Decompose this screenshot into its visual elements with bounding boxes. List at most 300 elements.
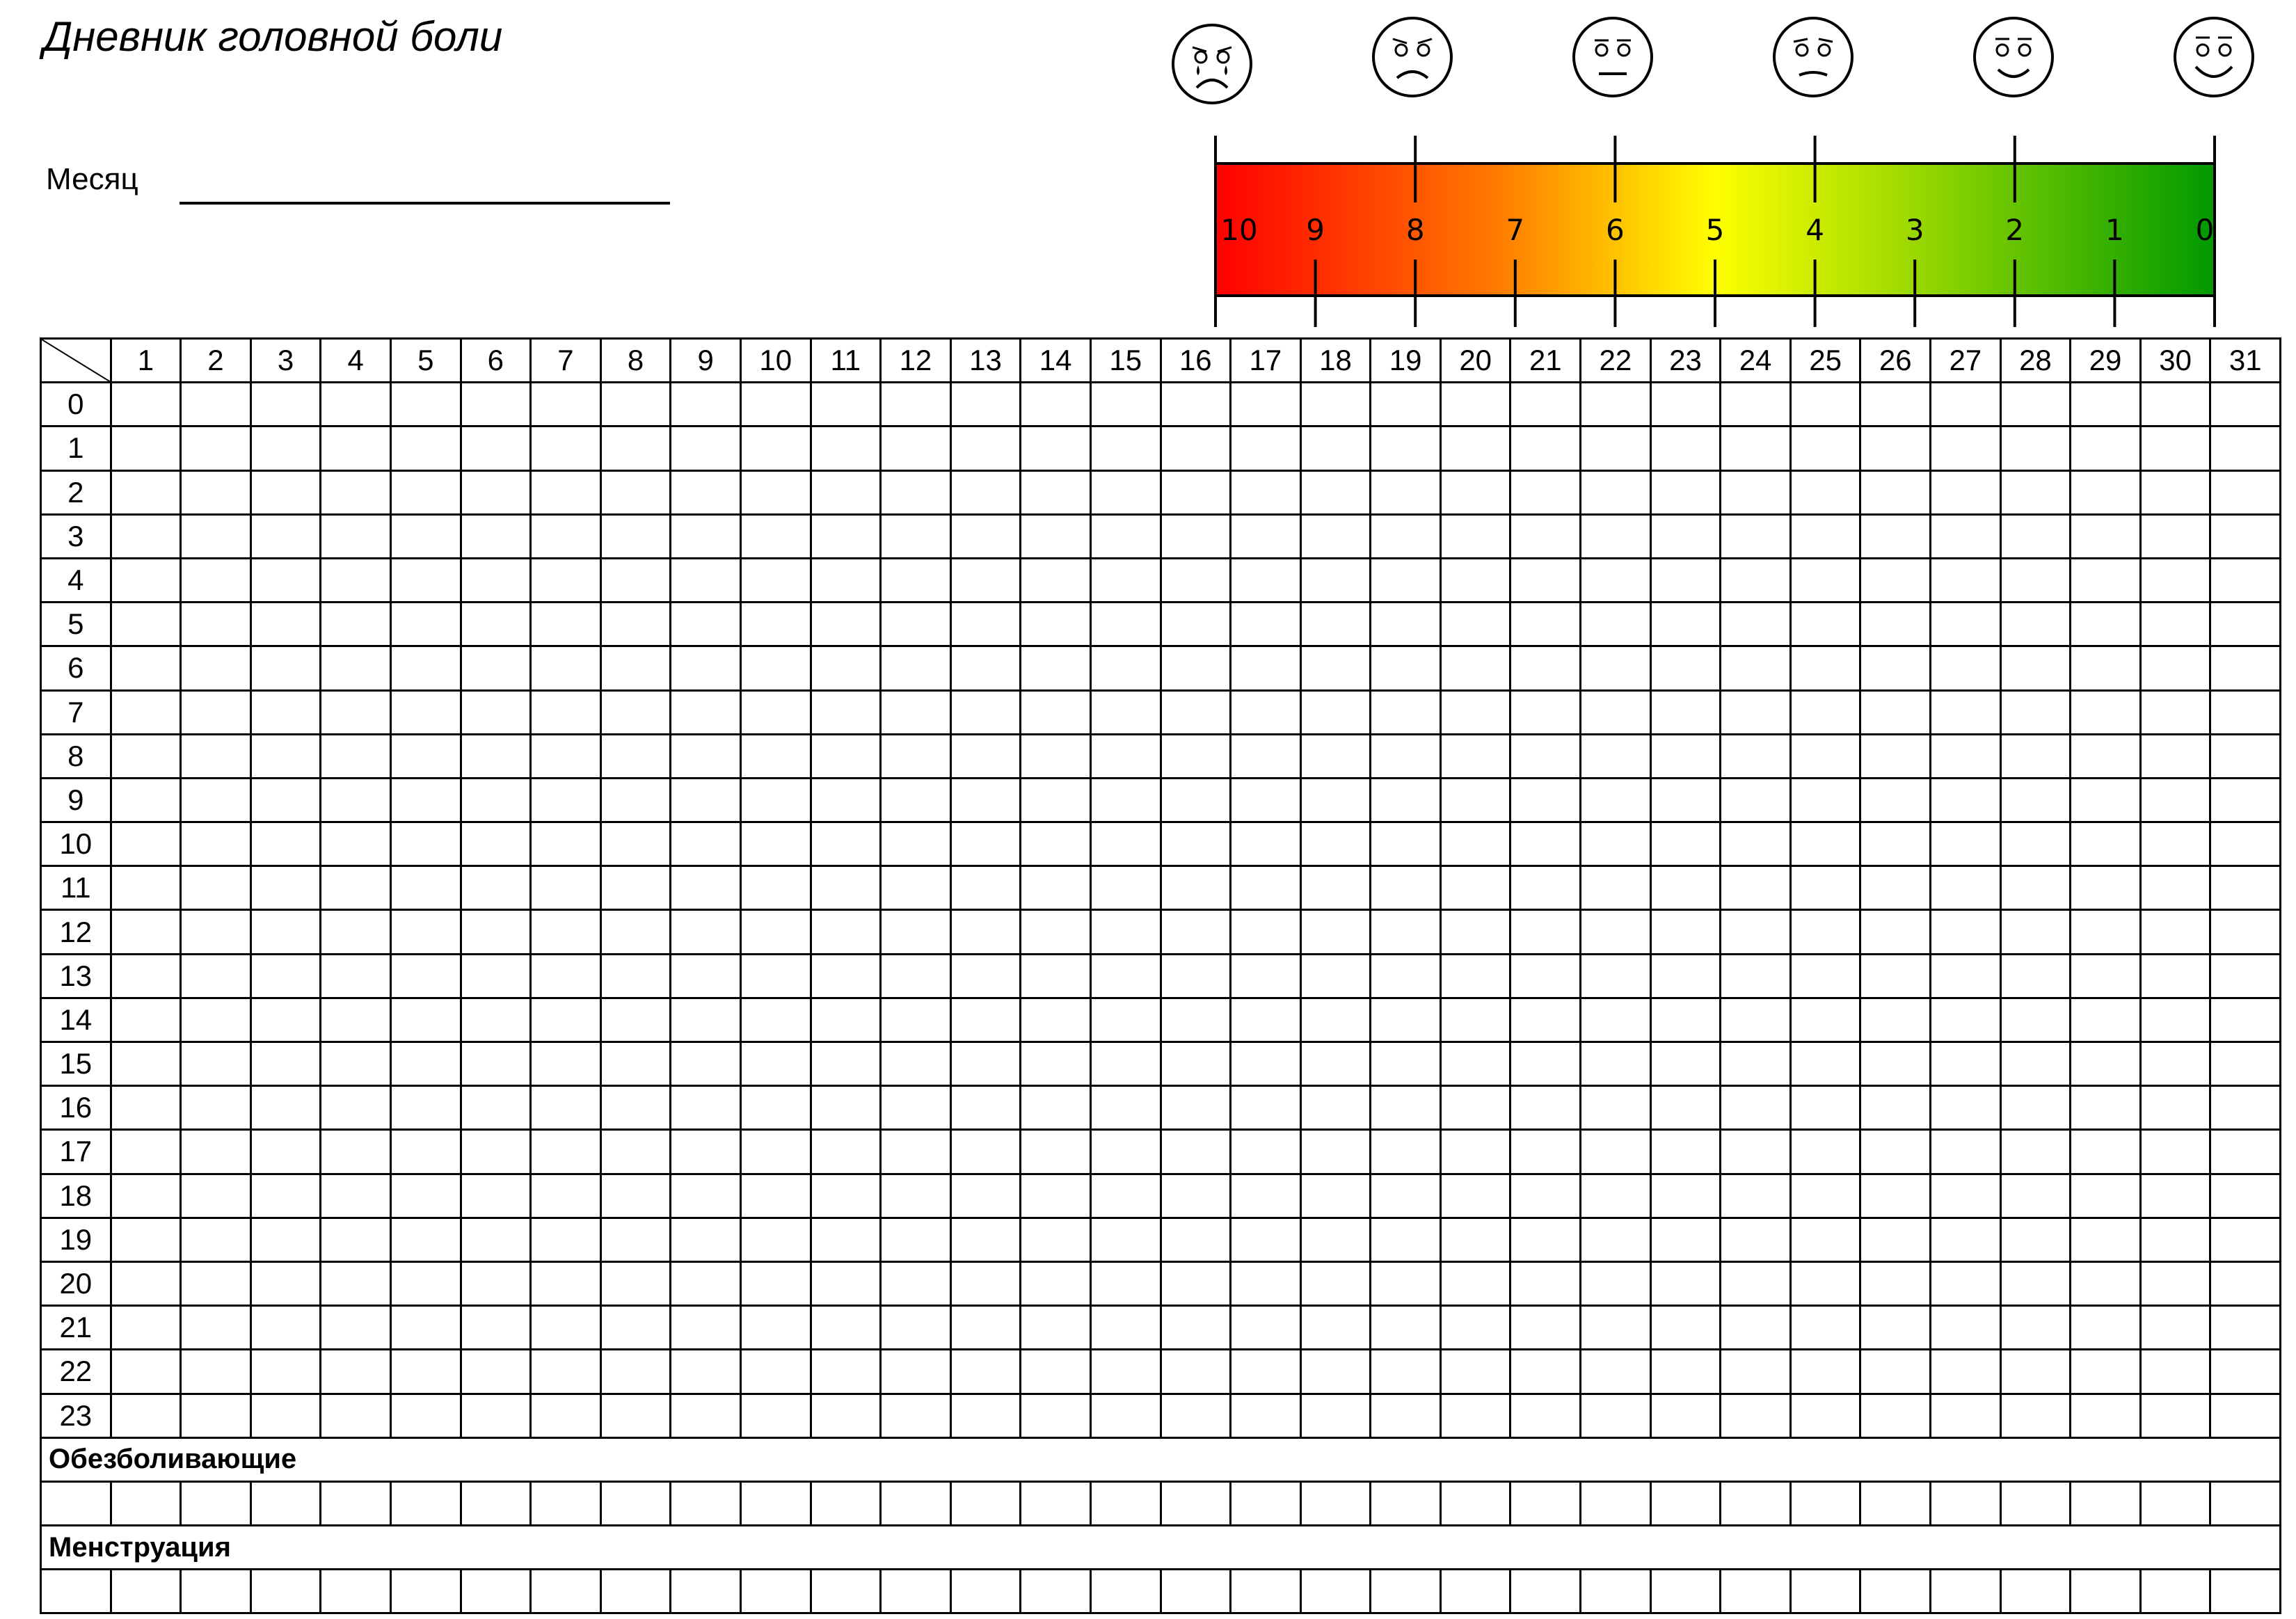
entry-cell[interactable] — [600, 998, 671, 1042]
entry-cell[interactable] — [390, 426, 461, 470]
entry-cell[interactable] — [881, 1218, 951, 1261]
entry-cell[interactable] — [461, 1350, 531, 1394]
entry-cell[interactable] — [1440, 1218, 1510, 1261]
entry-cell[interactable] — [1721, 646, 1791, 690]
entry-cell[interactable] — [1931, 1042, 2001, 1086]
entry-cell[interactable] — [1371, 734, 1441, 778]
entry-cell[interactable] — [1931, 514, 2001, 558]
entry-cell[interactable] — [111, 1218, 181, 1261]
entry-cell[interactable] — [1300, 910, 1371, 954]
entry-cell[interactable] — [2071, 1086, 2141, 1130]
entry-cell[interactable] — [881, 558, 951, 602]
entry-cell[interactable] — [600, 1570, 671, 1613]
entry-cell[interactable] — [1790, 1481, 1860, 1525]
entry-cell[interactable] — [1931, 1130, 2001, 1174]
entry-cell[interactable] — [1371, 646, 1441, 690]
entry-cell[interactable] — [1860, 1261, 1931, 1305]
entry-cell[interactable] — [950, 1218, 1021, 1261]
entry-cell[interactable] — [1581, 1086, 1651, 1130]
entry-cell[interactable] — [1440, 1570, 1510, 1613]
entry-cell[interactable] — [1090, 1218, 1161, 1261]
entry-cell[interactable] — [1790, 954, 1860, 998]
entry-cell[interactable] — [1231, 603, 1301, 646]
entry-cell[interactable] — [111, 1350, 181, 1394]
entry-cell[interactable] — [811, 514, 881, 558]
entry-cell[interactable] — [321, 1481, 391, 1525]
entry-cell[interactable] — [1581, 822, 1651, 866]
entry-cell[interactable] — [950, 690, 1021, 734]
entry-cell[interactable] — [1021, 1218, 1091, 1261]
entry-cell[interactable] — [671, 514, 741, 558]
entry-cell[interactable] — [881, 1261, 951, 1305]
entry-cell[interactable] — [390, 1130, 461, 1174]
entry-cell[interactable] — [1440, 690, 1510, 734]
entry-cell[interactable] — [461, 426, 531, 470]
entry-cell[interactable] — [950, 822, 1021, 866]
entry-cell[interactable] — [1300, 426, 1371, 470]
entry-cell[interactable] — [1440, 1394, 1510, 1437]
entry-cell[interactable] — [1931, 1218, 2001, 1261]
entry-cell[interactable] — [250, 1350, 321, 1394]
entry-cell[interactable] — [250, 866, 321, 910]
entry-cell[interactable] — [2000, 383, 2071, 426]
entry-cell[interactable] — [531, 690, 601, 734]
entry-cell[interactable] — [811, 383, 881, 426]
entry-cell[interactable] — [1371, 1174, 1441, 1218]
entry-cell[interactable] — [1931, 1086, 2001, 1130]
entry-cell[interactable] — [1021, 646, 1091, 690]
entry-cell[interactable] — [390, 866, 461, 910]
entry-cell[interactable] — [881, 910, 951, 954]
entry-cell[interactable] — [881, 646, 951, 690]
entry-cell[interactable] — [1440, 910, 1510, 954]
entry-cell[interactable] — [531, 866, 601, 910]
entry-cell[interactable] — [1371, 1086, 1441, 1130]
entry-cell[interactable] — [671, 690, 741, 734]
entry-cell[interactable] — [950, 1350, 1021, 1394]
entry-cell[interactable] — [1021, 998, 1091, 1042]
entry-cell[interactable] — [1790, 514, 1860, 558]
entry-cell[interactable] — [2210, 954, 2281, 998]
entry-cell[interactable] — [390, 1086, 461, 1130]
entry-cell[interactable] — [600, 470, 671, 514]
entry-cell[interactable] — [2000, 1306, 2071, 1350]
entry-cell[interactable] — [1860, 910, 1931, 954]
entry-cell[interactable] — [671, 1570, 741, 1613]
entry-cell[interactable] — [531, 558, 601, 602]
entry-cell[interactable] — [1581, 470, 1651, 514]
entry-cell[interactable] — [2071, 426, 2141, 470]
entry-cell[interactable] — [811, 998, 881, 1042]
entry-cell[interactable] — [1721, 514, 1791, 558]
entry-cell[interactable] — [1931, 822, 2001, 866]
entry-cell[interactable] — [671, 426, 741, 470]
entry-cell[interactable] — [2071, 1306, 2141, 1350]
entry-cell[interactable] — [1650, 1218, 1721, 1261]
entry-cell[interactable] — [531, 1306, 601, 1350]
entry-cell[interactable] — [1300, 558, 1371, 602]
entry-cell[interactable] — [250, 1130, 321, 1174]
entry-cell[interactable] — [2071, 1481, 2141, 1525]
entry-cell[interactable] — [181, 426, 251, 470]
entry-cell[interactable] — [1721, 470, 1791, 514]
entry-cell[interactable] — [111, 954, 181, 998]
entry-cell[interactable] — [1860, 426, 1931, 470]
entry-cell[interactable] — [2210, 470, 2281, 514]
entry-cell[interactable] — [881, 1042, 951, 1086]
entry-cell[interactable] — [1090, 1570, 1161, 1613]
entry-cell[interactable] — [250, 778, 321, 822]
entry-cell[interactable] — [250, 603, 321, 646]
entry-cell[interactable] — [2140, 954, 2210, 998]
month-input-line[interactable] — [180, 202, 670, 205]
entry-cell[interactable] — [1931, 646, 2001, 690]
entry-cell[interactable] — [181, 1350, 251, 1394]
entry-cell[interactable] — [671, 998, 741, 1042]
entry-cell[interactable] — [461, 866, 531, 910]
entry-cell[interactable] — [1581, 734, 1651, 778]
entry-cell[interactable] — [1510, 910, 1581, 954]
entry-cell[interactable] — [531, 514, 601, 558]
entry-cell[interactable] — [250, 646, 321, 690]
entry-cell[interactable] — [1161, 866, 1231, 910]
entry-cell[interactable] — [1440, 734, 1510, 778]
entry-cell[interactable] — [2000, 910, 2071, 954]
entry-cell[interactable] — [600, 1174, 671, 1218]
entry-cell[interactable] — [1440, 1306, 1510, 1350]
entry-cell[interactable] — [881, 1350, 951, 1394]
entry-cell[interactable] — [390, 603, 461, 646]
entry-cell[interactable] — [250, 1394, 321, 1437]
entry-cell[interactable] — [2140, 1174, 2210, 1218]
entry-cell[interactable] — [600, 1261, 671, 1305]
entry-cell[interactable] — [2000, 1261, 2071, 1305]
entry-cell[interactable] — [2000, 1174, 2071, 1218]
entry-cell[interactable] — [531, 822, 601, 866]
entry-cell[interactable] — [1860, 1042, 1931, 1086]
entry-cell[interactable] — [1300, 646, 1371, 690]
entry-cell[interactable] — [111, 646, 181, 690]
entry-cell[interactable] — [2000, 690, 2071, 734]
entry-cell[interactable] — [321, 1218, 391, 1261]
entry-cell[interactable] — [881, 603, 951, 646]
entry-cell[interactable] — [1371, 910, 1441, 954]
entry-cell[interactable] — [1650, 646, 1721, 690]
entry-cell[interactable] — [2071, 1218, 2141, 1261]
entry-cell[interactable] — [1931, 690, 2001, 734]
entry-cell[interactable] — [1581, 1174, 1651, 1218]
entry-cell[interactable] — [1231, 1394, 1301, 1437]
entry-cell[interactable] — [2000, 603, 2071, 646]
entry-cell[interactable] — [1161, 1218, 1231, 1261]
entry-cell[interactable] — [2140, 1481, 2210, 1525]
entry-cell[interactable] — [461, 1481, 531, 1525]
entry-cell[interactable] — [111, 998, 181, 1042]
entry-cell[interactable] — [1581, 1261, 1651, 1305]
entry-cell[interactable] — [2210, 998, 2281, 1042]
entry-cell[interactable] — [2140, 514, 2210, 558]
entry-cell[interactable] — [1931, 734, 2001, 778]
entry-cell[interactable] — [1440, 426, 1510, 470]
entry-cell[interactable] — [1790, 470, 1860, 514]
entry-cell[interactable] — [1021, 1042, 1091, 1086]
entry-cell[interactable] — [1581, 1394, 1651, 1437]
entry-cell[interactable] — [390, 1350, 461, 1394]
entry-cell[interactable] — [1231, 383, 1301, 426]
entry-cell[interactable] — [2140, 1306, 2210, 1350]
entry-cell[interactable] — [321, 778, 391, 822]
entry-cell[interactable] — [321, 998, 391, 1042]
entry-cell[interactable] — [950, 778, 1021, 822]
entry-cell[interactable] — [461, 470, 531, 514]
entry-cell[interactable] — [881, 866, 951, 910]
entry-cell[interactable] — [1231, 558, 1301, 602]
entry-cell[interactable] — [321, 1306, 391, 1350]
entry-cell[interactable] — [2000, 1481, 2071, 1525]
entry-cell[interactable] — [390, 1218, 461, 1261]
entry-cell[interactable] — [181, 1481, 251, 1525]
entry-cell[interactable] — [1231, 646, 1301, 690]
entry-cell[interactable] — [2000, 470, 2071, 514]
entry-cell[interactable] — [2140, 603, 2210, 646]
entry-cell[interactable] — [181, 822, 251, 866]
entry-cell[interactable] — [950, 998, 1021, 1042]
entry-cell[interactable] — [1371, 1570, 1441, 1613]
entry-cell[interactable] — [181, 1174, 251, 1218]
entry-cell[interactable] — [2071, 1174, 2141, 1218]
entry-cell[interactable] — [111, 1261, 181, 1305]
entry-cell[interactable] — [250, 1218, 321, 1261]
entry-cell[interactable] — [1090, 1306, 1161, 1350]
entry-cell[interactable] — [1300, 866, 1371, 910]
entry-cell[interactable] — [2210, 1218, 2281, 1261]
entry-cell[interactable] — [1650, 910, 1721, 954]
entry-cell[interactable] — [1510, 383, 1581, 426]
entry-cell[interactable] — [1090, 426, 1161, 470]
entry-cell[interactable] — [1931, 470, 2001, 514]
entry-cell[interactable] — [250, 998, 321, 1042]
entry-cell[interactable] — [250, 1570, 321, 1613]
entry-cell[interactable] — [600, 1218, 671, 1261]
entry-cell[interactable] — [1300, 998, 1371, 1042]
entry-cell[interactable] — [1090, 1350, 1161, 1394]
entry-cell[interactable] — [1650, 734, 1721, 778]
entry-cell[interactable] — [111, 558, 181, 602]
entry-cell[interactable] — [1860, 822, 1931, 866]
entry-cell[interactable] — [2071, 1570, 2141, 1613]
entry-cell[interactable] — [1440, 954, 1510, 998]
entry-cell[interactable] — [2071, 998, 2141, 1042]
entry-cell[interactable] — [2210, 514, 2281, 558]
entry-cell[interactable] — [1790, 426, 1860, 470]
entry-cell[interactable] — [1090, 1042, 1161, 1086]
entry-cell[interactable] — [1021, 822, 1091, 866]
entry-cell[interactable] — [1371, 690, 1441, 734]
entry-cell[interactable] — [1090, 822, 1161, 866]
entry-cell[interactable] — [1090, 954, 1161, 998]
entry-cell[interactable] — [1161, 998, 1231, 1042]
entry-cell[interactable] — [1581, 558, 1651, 602]
entry-cell[interactable] — [811, 690, 881, 734]
entry-cell[interactable] — [1510, 1261, 1581, 1305]
entry-cell[interactable] — [1721, 383, 1791, 426]
entry-cell[interactable] — [181, 1261, 251, 1305]
entry-cell[interactable] — [1510, 1086, 1581, 1130]
entry-cell[interactable] — [1371, 1306, 1441, 1350]
entry-cell[interactable] — [461, 1086, 531, 1130]
entry-cell[interactable] — [1371, 866, 1441, 910]
entry-cell[interactable] — [1860, 954, 1931, 998]
entry-cell[interactable] — [740, 1042, 811, 1086]
entry-cell[interactable] — [181, 1570, 251, 1613]
entry-cell[interactable] — [1510, 1130, 1581, 1174]
entry-cell[interactable] — [321, 1042, 391, 1086]
entry-cell[interactable] — [321, 603, 391, 646]
entry-cell[interactable] — [1371, 1481, 1441, 1525]
entry-cell[interactable] — [600, 734, 671, 778]
entry-cell[interactable] — [390, 1394, 461, 1437]
entry-cell[interactable] — [1021, 1306, 1091, 1350]
entry-cell[interactable] — [950, 866, 1021, 910]
entry-cell[interactable] — [181, 954, 251, 998]
entry-cell[interactable] — [740, 910, 811, 954]
entry-cell[interactable] — [1721, 778, 1791, 822]
entry-cell[interactable] — [1510, 1394, 1581, 1437]
entry-cell[interactable] — [2000, 822, 2071, 866]
entry-cell[interactable] — [461, 1570, 531, 1613]
entry-cell[interactable] — [1721, 1394, 1791, 1437]
entry-cell[interactable] — [2210, 910, 2281, 954]
entry-cell[interactable] — [600, 1306, 671, 1350]
entry-cell[interactable] — [1021, 910, 1091, 954]
entry-cell[interactable] — [740, 1261, 811, 1305]
entry-cell[interactable] — [1650, 1261, 1721, 1305]
entry-cell[interactable] — [461, 778, 531, 822]
entry-cell[interactable] — [1931, 426, 2001, 470]
entry-cell[interactable] — [1650, 514, 1721, 558]
entry-cell[interactable] — [321, 690, 391, 734]
entry-cell[interactable] — [461, 822, 531, 866]
entry-cell[interactable] — [1161, 1174, 1231, 1218]
entry-cell[interactable] — [1650, 690, 1721, 734]
entry-cell[interactable] — [881, 514, 951, 558]
entry-cell[interactable] — [1650, 558, 1721, 602]
entry-cell[interactable] — [950, 954, 1021, 998]
entry-cell[interactable] — [950, 646, 1021, 690]
entry-cell[interactable] — [2210, 646, 2281, 690]
entry-cell[interactable] — [1371, 1042, 1441, 1086]
entry-cell[interactable] — [2140, 822, 2210, 866]
entry-cell[interactable] — [1931, 1570, 2001, 1613]
entry-cell[interactable] — [1371, 954, 1441, 998]
entry-cell[interactable] — [111, 1130, 181, 1174]
entry-cell[interactable] — [1650, 1394, 1721, 1437]
entry-cell[interactable] — [1021, 558, 1091, 602]
entry-cell[interactable] — [181, 383, 251, 426]
entry-cell[interactable] — [1300, 1218, 1371, 1261]
entry-cell[interactable] — [2210, 1306, 2281, 1350]
entry-cell[interactable] — [1440, 1086, 1510, 1130]
entry-cell[interactable] — [1650, 1306, 1721, 1350]
entry-cell[interactable] — [181, 734, 251, 778]
entry-cell[interactable] — [1581, 778, 1651, 822]
entry-cell[interactable] — [250, 426, 321, 470]
entry-cell[interactable] — [111, 822, 181, 866]
entry-cell[interactable] — [181, 778, 251, 822]
entry-cell[interactable] — [2071, 383, 2141, 426]
entry-cell[interactable] — [1510, 1174, 1581, 1218]
entry-cell[interactable] — [1650, 1042, 1721, 1086]
entry-cell[interactable] — [1860, 1350, 1931, 1394]
entry-cell[interactable] — [2210, 383, 2281, 426]
entry-cell[interactable] — [1231, 734, 1301, 778]
entry-cell[interactable] — [671, 1350, 741, 1394]
entry-cell[interactable] — [531, 1394, 601, 1437]
entry-cell[interactable] — [1790, 1218, 1860, 1261]
entry-cell[interactable] — [1721, 426, 1791, 470]
entry-cell[interactable] — [1790, 778, 1860, 822]
entry-cell[interactable] — [1860, 866, 1931, 910]
entry-cell[interactable] — [1021, 690, 1091, 734]
entry-cell[interactable] — [321, 383, 391, 426]
entry-cell[interactable] — [1510, 954, 1581, 998]
entry-cell[interactable] — [1021, 426, 1091, 470]
entry-cell[interactable] — [1371, 383, 1441, 426]
entry-cell[interactable] — [1510, 1350, 1581, 1394]
entry-cell[interactable] — [1021, 1570, 1091, 1613]
entry-cell[interactable] — [671, 1218, 741, 1261]
entry-cell[interactable] — [1790, 1086, 1860, 1130]
entry-cell[interactable] — [1300, 1261, 1371, 1305]
entry-cell[interactable] — [1161, 1481, 1231, 1525]
entry-cell[interactable] — [1510, 734, 1581, 778]
entry-cell[interactable] — [111, 383, 181, 426]
entry-cell[interactable] — [181, 1218, 251, 1261]
entry-cell[interactable] — [1231, 426, 1301, 470]
entry-cell[interactable] — [2210, 1174, 2281, 1218]
entry-cell[interactable] — [950, 1086, 1021, 1130]
entry-cell[interactable] — [250, 822, 321, 866]
entry-cell[interactable] — [1860, 1086, 1931, 1130]
entry-cell[interactable] — [1231, 910, 1301, 954]
entry-cell[interactable] — [740, 1086, 811, 1130]
entry-cell[interactable] — [950, 426, 1021, 470]
entry-cell[interactable] — [1860, 690, 1931, 734]
entry-cell[interactable] — [1021, 734, 1091, 778]
entry-cell[interactable] — [740, 470, 811, 514]
entry-cell[interactable] — [250, 558, 321, 602]
entry-cell[interactable] — [1371, 1218, 1441, 1261]
entry-cell[interactable] — [950, 1174, 1021, 1218]
entry-cell[interactable] — [1581, 514, 1651, 558]
entry-cell[interactable] — [321, 910, 391, 954]
entry-cell[interactable] — [811, 910, 881, 954]
entry-cell[interactable] — [1650, 1174, 1721, 1218]
entry-cell[interactable] — [2140, 1086, 2210, 1130]
entry-cell[interactable] — [671, 910, 741, 954]
entry-cell[interactable] — [181, 690, 251, 734]
entry-cell[interactable] — [2071, 690, 2141, 734]
entry-cell[interactable] — [1860, 1130, 1931, 1174]
entry-cell[interactable] — [1790, 603, 1860, 646]
entry-cell[interactable] — [531, 910, 601, 954]
entry-cell[interactable] — [1440, 646, 1510, 690]
entry-cell[interactable] — [2000, 954, 2071, 998]
entry-cell[interactable] — [1721, 822, 1791, 866]
entry-cell[interactable] — [1021, 1130, 1091, 1174]
entry-cell[interactable] — [1931, 603, 2001, 646]
entry-cell[interactable] — [181, 866, 251, 910]
